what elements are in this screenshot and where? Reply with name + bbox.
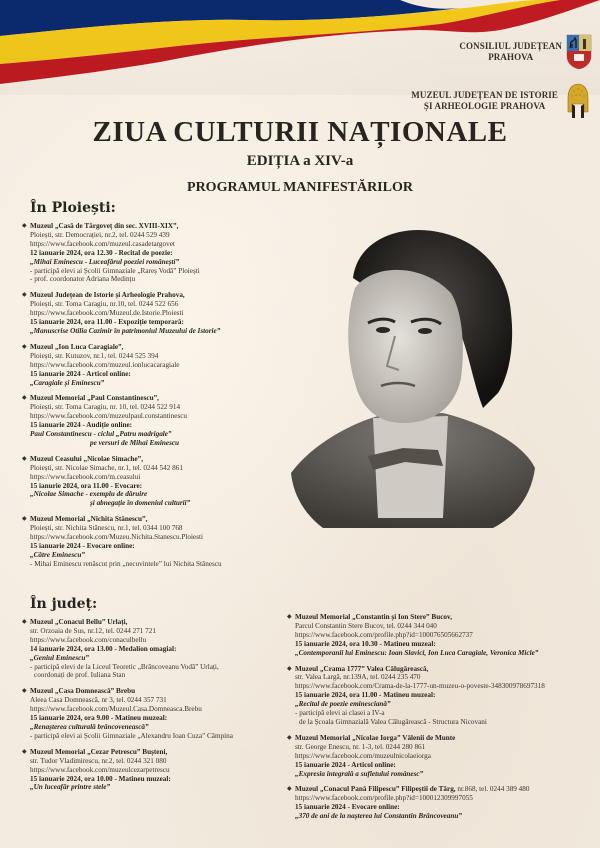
facebook-link[interactable]: https://www.facebook.com/Muzeul.Casa.Domneasca.Brebu: [30, 705, 202, 714]
facebook-link[interactable]: https://www.facebook.com/profile.php?id=100012309997055: [295, 794, 473, 803]
event-entry: ◆ Muzeul „Conacul Bellu” Urlați, str. Orzoaia de Sus, nr.12, tel. 0244 271 721 https://www.facebook.com/conaculbellu 14 ianuarie 2024, ora 13.00 - Medalion omagial: „Geniul Eminescu” - participă elevi de la Liceul Teoretic „Brâncoveanu Vodă” Urlați, coordonați de prof. Iuliana Stan: [22, 618, 287, 680]
portrait-face: [348, 270, 463, 423]
judet-events-list-right: [287, 613, 597, 828]
facebook-link[interactable]: https://www.facebook.com/muzeul.casadetargovet: [30, 239, 175, 248]
event-entry: ◆ Muzeul Memorial „Paul Constantinescu”, Ploiești, str. Toma Caragiu, nr. 10, tel. 0244 522 914 https://www.facebook.com/muzeulpaul.constantinescu 15 ianuarie 2024 - Audiție online: Paul Constantinescu - ciclul „Patru madrigale” pe versuri de Mihai Eminescu: [22, 394, 287, 447]
council-logo: [342, 34, 592, 70]
section-heading-ploiesti: În Ploiești:: [30, 200, 116, 216]
judet-events-list-left: [22, 618, 287, 799]
facebook-link[interactable]: https://www.facebook.com/muzeulnicolaeiorga: [295, 751, 431, 760]
event-entry: ◆ Muzeul Memorial „Nichita Stănescu”, Ploiești, str. Nichita Stănescu, nr.1, tel. 0344 100 768 https://www.facebook.com/Muzeu.Nichita.Stanescu.Ploiesti 15 ianuarie 2024 - Evocare online: „Către Eminescu” - Mihai Eminescu renăscut prin „necuvintele” lui Nichita Stănescu: [22, 515, 287, 568]
event-entry: ◆ Muzeul „Casă de Târgoveț din sec. XVIII-XIX”, Ploiești, str. Democrației, nr.2, tel. 0244 529 439 https://www.facebook.com/muzeul.casadetargovet 12 ianuarie 2024, ora 12.30 - Recital de poezie: „Mihai Eminescu - Luceafărul poeziei românești” - participă elevi ai Școlii Gimnaziale „Rareș Vodă” Ploiești - prof. coordonator Adriana Medințu: [22, 222, 287, 284]
council-name-line1: CONSILIUL JUDEȚEAN: [459, 41, 562, 51]
bullet-icon: ◆: [22, 688, 27, 695]
facebook-link[interactable]: https://www.facebook.com/muzeulpaul.constantinescu: [30, 412, 188, 421]
ploiesti-events-list: [22, 222, 287, 576]
page-title: ZIUA CULTURII NAȚIONALE: [92, 116, 508, 148]
bullet-icon: ◆: [22, 292, 27, 299]
bullet-icon: ◆: [22, 223, 27, 229]
event-entry: ◆ Muzeul Memorial „Nicolae Iorga” Vălenii de Munte str. George Enescu, nr. 1-3, tel. 0244 280 861 https://www.facebook.com/muzeulnicolaeiorga 15 ianuarie 2024 - Articol online: „Expresia integrală a sufletului românesc”: [287, 734, 597, 779]
program-subtitle: PROGRAMUL MANIFESTĂRILOR: [187, 180, 413, 195]
facebook-link[interactable]: https://www.facebook.com/conaculbellu: [30, 635, 147, 644]
bullet-icon: ◆: [287, 734, 292, 741]
facebook-link[interactable]: https://www.facebook.com/muzeul.ionlucacaragiale: [30, 360, 180, 369]
museum-name-line1: MUZEUL JUDEȚEAN DE ISTORIE: [411, 90, 558, 100]
event-entry: ◆ Muzeul „Conacul Pană Filipescu” Filipeștii de Târg, nr.868, tel. 0244 389 480 https://www.facebook.com/profile.php?id=100012309997055 15 ianuarie 2024 - Evocare online: „370 de ani de la nașterea lui Constantin Brâncoveanu”: [287, 785, 597, 821]
bullet-icon: ◆: [22, 343, 27, 350]
bullet-icon: ◆: [287, 786, 292, 793]
facebook-link[interactable]: https://www.facebook.com/Crama-de-la-1777-un-muzeu-o-poveste-348300978697318: [295, 682, 545, 691]
event-entry: ◆ Muzeul Ceasului „Nicolae Simache”, Ploiești, str. Nicolae Simache, nr.1, tel. 0244 542 861 https://www.facebook.com/m.ceasului 15 ianurie 2024, ora 11.00 - Evocare: „Nicolae Simache - exemplu de dăruire și abnegație în domeniul culturii”: [22, 455, 287, 508]
facebook-link[interactable]: https://www.facebook.com/muzeulcezarpetrescu: [30, 765, 170, 774]
section-heading-judet: În județ:: [30, 596, 98, 612]
museum-logo: [342, 82, 592, 120]
bullet-icon: ◆: [22, 395, 27, 402]
facebook-link[interactable]: https://www.facebook.com/Muzeu.Nichita.Stanescu.Ploiesti: [30, 533, 203, 542]
event-entry: ◆ Muzeul Memorial „Constantin și Ion Stere” Bucov, Parcul Constantin Stere Bucov, tel. 0244 344 040 https://www.facebook.com/profile.php?id=100076505662737 15 ianuarie 2024, ora 10.30 - Matineu muzeal: „Contemporanii lui Eminescu: Ioan Slavici, Ion Luca Caragiale, Veronica Micle”: [287, 613, 597, 658]
event-entry: ◆ Muzeul „Ion Luca Caragiale”, Ploiești, str. Kutuzov, nr.1, tel. 0244 525 394 https://www.facebook.com/muzeul.ionlucacaragiale 15 ianuarie 2024 - Articol online: „Caragiale și Eminescu”: [22, 343, 287, 388]
event-entry: ◆ Muzeul „Crama 1777” Valea Călugărească, str. Valea Largă, nr.139A, tel. 0244 235 470 https://www.facebook.com/Crama-de-la-1777-un-muzeu-o-poveste-348300978697318 15 ianuarie 2024, ora 11.00 - Matineu muzeal: „Recital de poezie eminesciană” - participă elevi ai clasei a IV-a de la Școala Gimnazială Valea Călugărească - Structura Nicovani: [287, 665, 597, 727]
golden-helmet-icon: [564, 82, 592, 120]
council-name-line2: PRAHOVA: [488, 52, 534, 62]
prahova-coat-of-arms-icon: [566, 34, 592, 70]
event-entry: ◆ Muzeul Memorial „Cezar Petrescu” Bușteni, str. Tudor Vladimirescu, nr.2, tel. 0244 321 080 https://www.facebook.com/muzeulcezarpetrescu 15 ianuarie 2024, ora 10.00 - Matineu muzeal: „Un luceafăr printre stele”: [22, 748, 287, 793]
portrait-mihai-eminescu: [283, 218, 538, 528]
edition-subtitle: EDIȚIA a XIV-a: [246, 153, 354, 169]
facebook-link[interactable]: https://www.facebook.com/Muzeul.de.Istorie.Ploiesti: [30, 309, 184, 318]
bullet-icon: ◆: [287, 614, 292, 620]
bullet-icon: ◆: [287, 665, 292, 672]
museum-name-line2: ȘI ARHEOLOGIE PRAHOVA: [423, 101, 546, 111]
event-entry: ◆ Muzeul „Casa Domnească” Brebu Aleea Casa Domnească, nr 3, tel. 0244 357 731 https://www.facebook.com/Muzeul.Casa.Domneasca.Brebu 15 ianuarie 2024, ora 9.00 - Matineu muzeal: „Renașterea culturală brâncovenească” - participă elevi ai Școlii Gimnaziale „Alexandru Ioan Cuza” Câmpina: [22, 687, 287, 740]
bullet-icon: ◆: [22, 516, 27, 523]
event-entry: ◆ Muzeul Județean de Istorie și Arheologie Prahova, Ploiești, str. Toma Caragiu, nr.10, tel. 0244 522 656 https://www.facebook.com/Muzeul.de.Istorie.Ploiesti 15 ianuarie 2024, ora 11.00 - Expoziție temporară: „Manuscrise Otilia Cazimir în patrimoniul Muzeului de Istorie”: [22, 291, 287, 336]
facebook-link[interactable]: https://www.facebook.com/profile.php?id=100076505662737: [295, 630, 473, 639]
bullet-icon: ◆: [22, 619, 27, 625]
facebook-link[interactable]: https://www.facebook.com/m.ceasului: [30, 472, 141, 481]
bullet-icon: ◆: [22, 455, 27, 462]
bullet-icon: ◆: [22, 748, 27, 755]
